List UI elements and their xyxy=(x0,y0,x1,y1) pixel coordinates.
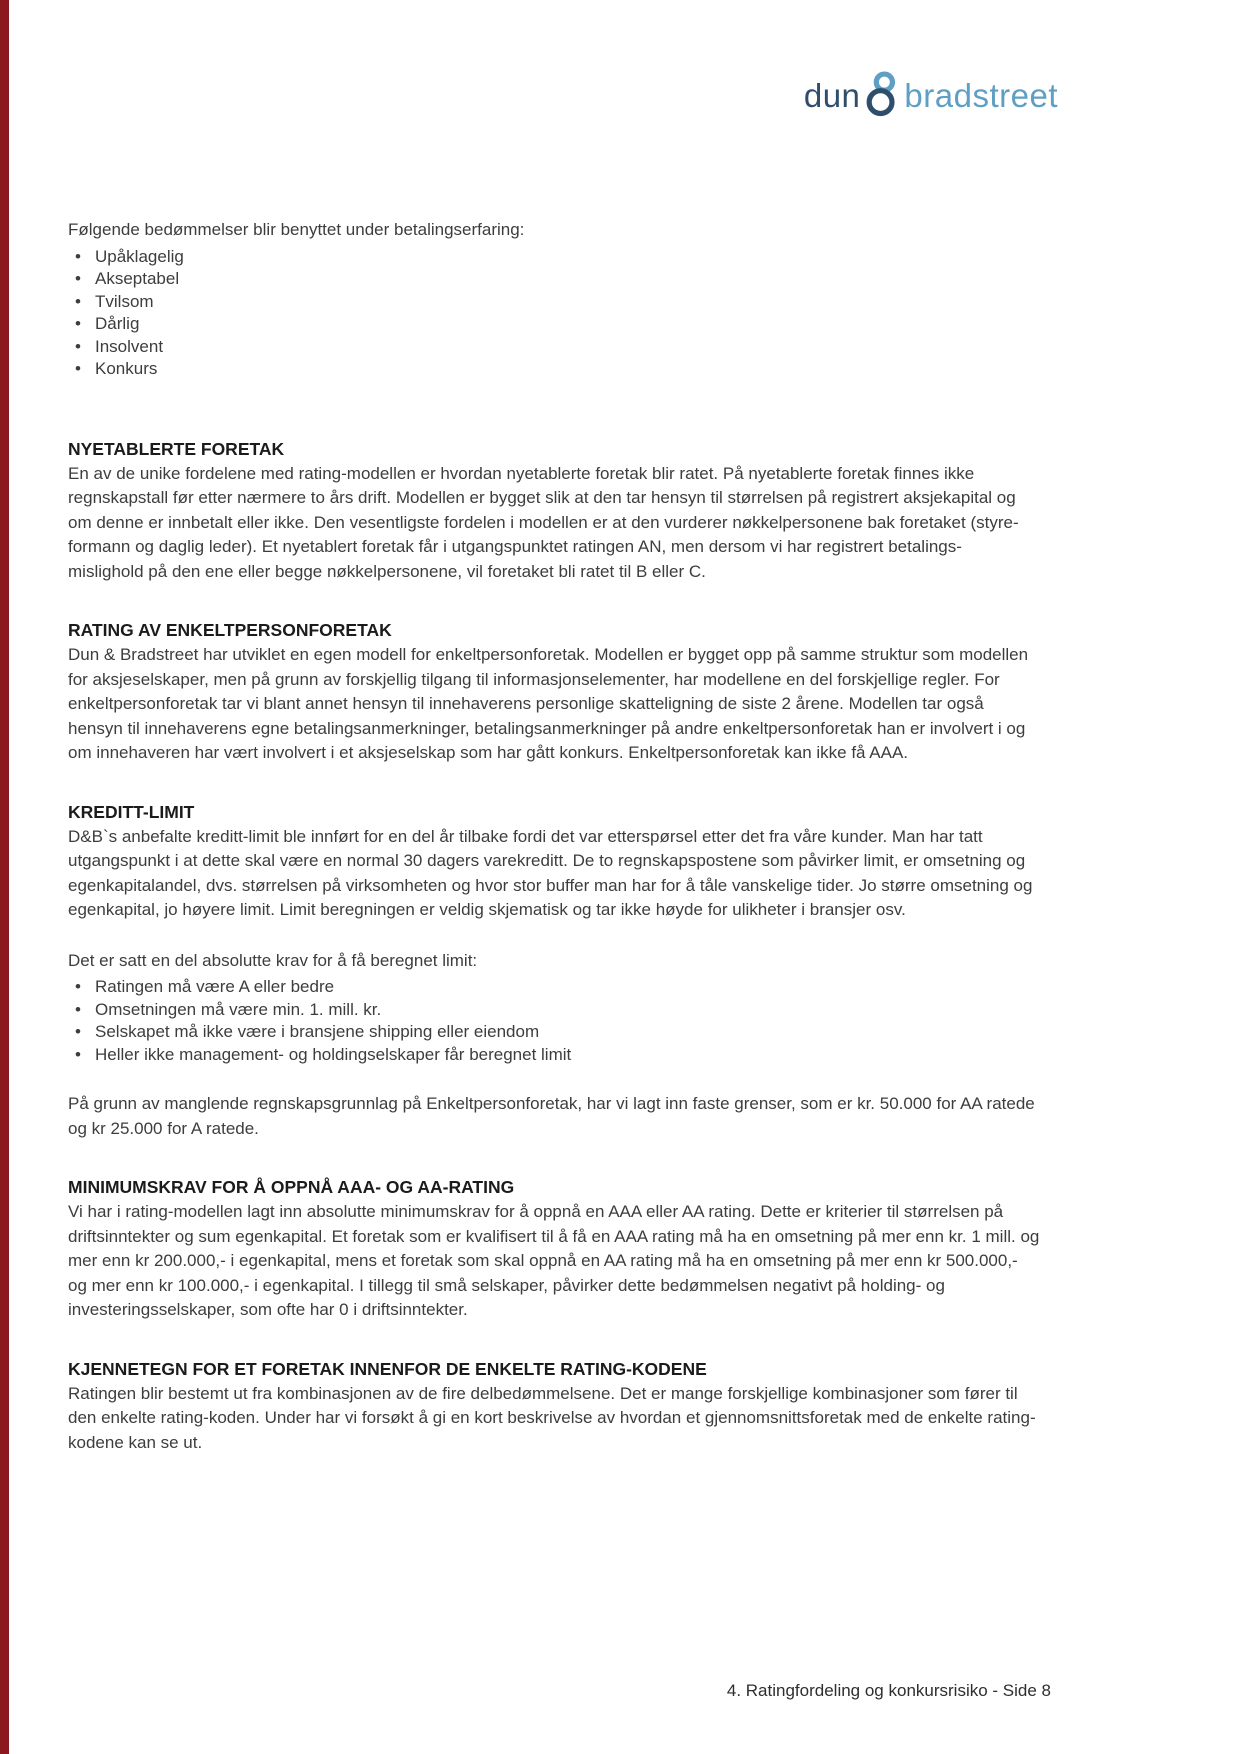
section-heading: KREDITT-LIMIT xyxy=(68,801,195,822)
logo-word-dun: dun xyxy=(803,77,861,114)
body-paragraph: På grunn av manglende regnskapsgrunnlag på Enkeltpersonforetak, har vi lagt inn faste grenser, som er kr. 50.000 for AA ratede og kr 25.000 for A ratede. xyxy=(68,1094,1035,1138)
section-heading: MINIMUMSKRAV FOR Å OPPNÅ AAA- OG AA-RATING xyxy=(68,1177,515,1197)
bullet-item: • Ratingen må være A eller bedre xyxy=(68,976,1040,999)
dun-bradstreet-logo xyxy=(804,68,1058,123)
intro-paragraph: Følgende bedømmelser blir benyttet under betalingserfaring: xyxy=(68,220,525,239)
bullet-item: • Omsetningen må være min. 1. mill. kr. xyxy=(68,999,1040,1022)
bullet-item: • Heller ikke management- og holdingselskaper får beregnet limit xyxy=(68,1044,1040,1067)
body-paragraph: Det er satt en del absolutte krav for å få beregnet limit: xyxy=(68,950,478,970)
section-paragraph: En av de unike fordelene med rating-modellen er hvordan nyetablerte foretak blir ratet. På nyetablerte foretak finnes ikke regnskapstall før etter nærmere to års drift. Modellen er bygget slik at den tar hensyn til størrelsen på registrert aksjekapital og om denne er innbetalt eller ikke. Den vesentligste fordelen i modellen er at den vurderer nøkkelpersonene bak foretaket (styre- formann og daglig leder). Et nyetablert foretak får i utgangspunktet ratingen AN, men dersom vi har registrert betalings- mislighold på den ene eller begge nøkkelpersonene, vil foretaket bli ratet til B eller C. xyxy=(68,463,1019,581)
bullet-item: • Selskapet må ikke være i bransjene shipping eller eiendom xyxy=(68,1021,1040,1044)
bullet-list xyxy=(68,246,1040,381)
bullet-item: • Insolvent xyxy=(68,336,1040,359)
bullet-item: • Konkurs xyxy=(68,358,1040,381)
bullet-item: • Akseptabel xyxy=(68,268,1040,291)
ampersand-bottom-loop xyxy=(870,91,893,114)
bullet-item: • Tvilsom xyxy=(68,291,1040,314)
bullet-item: • Upåklagelig xyxy=(68,246,1040,269)
content xyxy=(68,218,1040,1455)
section-heading: KJENNETEGN FOR ET FORETAK INNENFOR DE ENKELTE RATING-KODENE xyxy=(68,1358,707,1379)
section-heading: RATING AV ENKELTPERSONFORETAK xyxy=(68,620,392,640)
bullet-item: • Dårlig xyxy=(68,313,1040,336)
logo-ampersand-icon xyxy=(863,69,901,124)
section-paragraph: Ratingen blir bestemt ut fra kombinasjonen av de fire delbedømmelsene. Det er mange forskjellige kombinasjoner som fører til den enkelte rating-koden. Under har vi forsøkt å gi en kort beskrivelse av hvordan et gjennomsnittsforetak med de enkelte rating-kodene kan se ut. xyxy=(68,1383,1036,1452)
section-paragraph: D&B`s anbefalte kreditt-limit ble innført for en del år tilbake fordi det var etterspørsel etter det fra våre kunder. Man har tatt utgangspunkt i at dette skal være en normal 30 dagers varekreditt. De to regnskapspostene som påvirker limit, er omsetning og egenkapitalandel, dvs. størrelsen på virksomheten og hvor stor buffer man har for å tåle vanskelige tider. Jo større omsetning og egenkapital, jo høyere limit. Limit beregningen er veldig skjematisk og tar ikke høyde for ulikheter i bransjer osv. xyxy=(68,826,1033,919)
section-heading: NYETABLERTE FORETAK xyxy=(68,438,285,459)
section-paragraph: Vi har i rating-modellen lagt inn absolutte minimumskrav for å oppnå en AAA eller AA rating. Dette er kriterier til størrelsen på driftsinntekter og sum egenkapital. Et foretak som er kvalifisert til å få en AAA rating må ha en omsetning på mer enn kr. 1 mill. og mer enn kr 200.000,- i egenkapital, mens et foretak som skal oppnå en AA rating må ha en omsetning på mer enn kr 500.000,- og mer enn kr 100.000,- i egenkapital. I tillegg til små selskaper, påvirker dette bedømmelsen negativt på holding- og investeringsselskaper, som ofte har 0 i driftsinntekter. xyxy=(68,1202,1040,1319)
section-paragraph: Dun & Bradstreet har utviklet en egen modell for enkeltpersonforetak. Modellen er bygget opp på samme struktur som modellen for aksjeselskaper, men på grunn av forskjellig tilgang til informasjonselementer, har modellene en del forskjellige regler. For enkeltpersonforetak tar vi blant annet hensyn til innehaverens personlige skatteligning de siste 2 årene. Modellen tar også hensyn til innehaverens egne betalingsanmerkninger, betalingsanmerkninger på andre enkeltpersonforetak han er involvert i og om innehaveren har vært involvert i et aksjeselskap som har gått konkurs. Enkeltpersonforetak kan ikke få AAA. xyxy=(68,645,1029,762)
page-footer: 4. Ratingfordeling og konkursrisiko - Side 8 xyxy=(726,1681,1051,1700)
left-accent-bar xyxy=(0,0,9,1754)
logo-word-bradstreet: bradstreet xyxy=(904,77,1058,114)
ampersand-top-loop xyxy=(877,74,893,90)
bullet-list xyxy=(68,976,1040,1066)
